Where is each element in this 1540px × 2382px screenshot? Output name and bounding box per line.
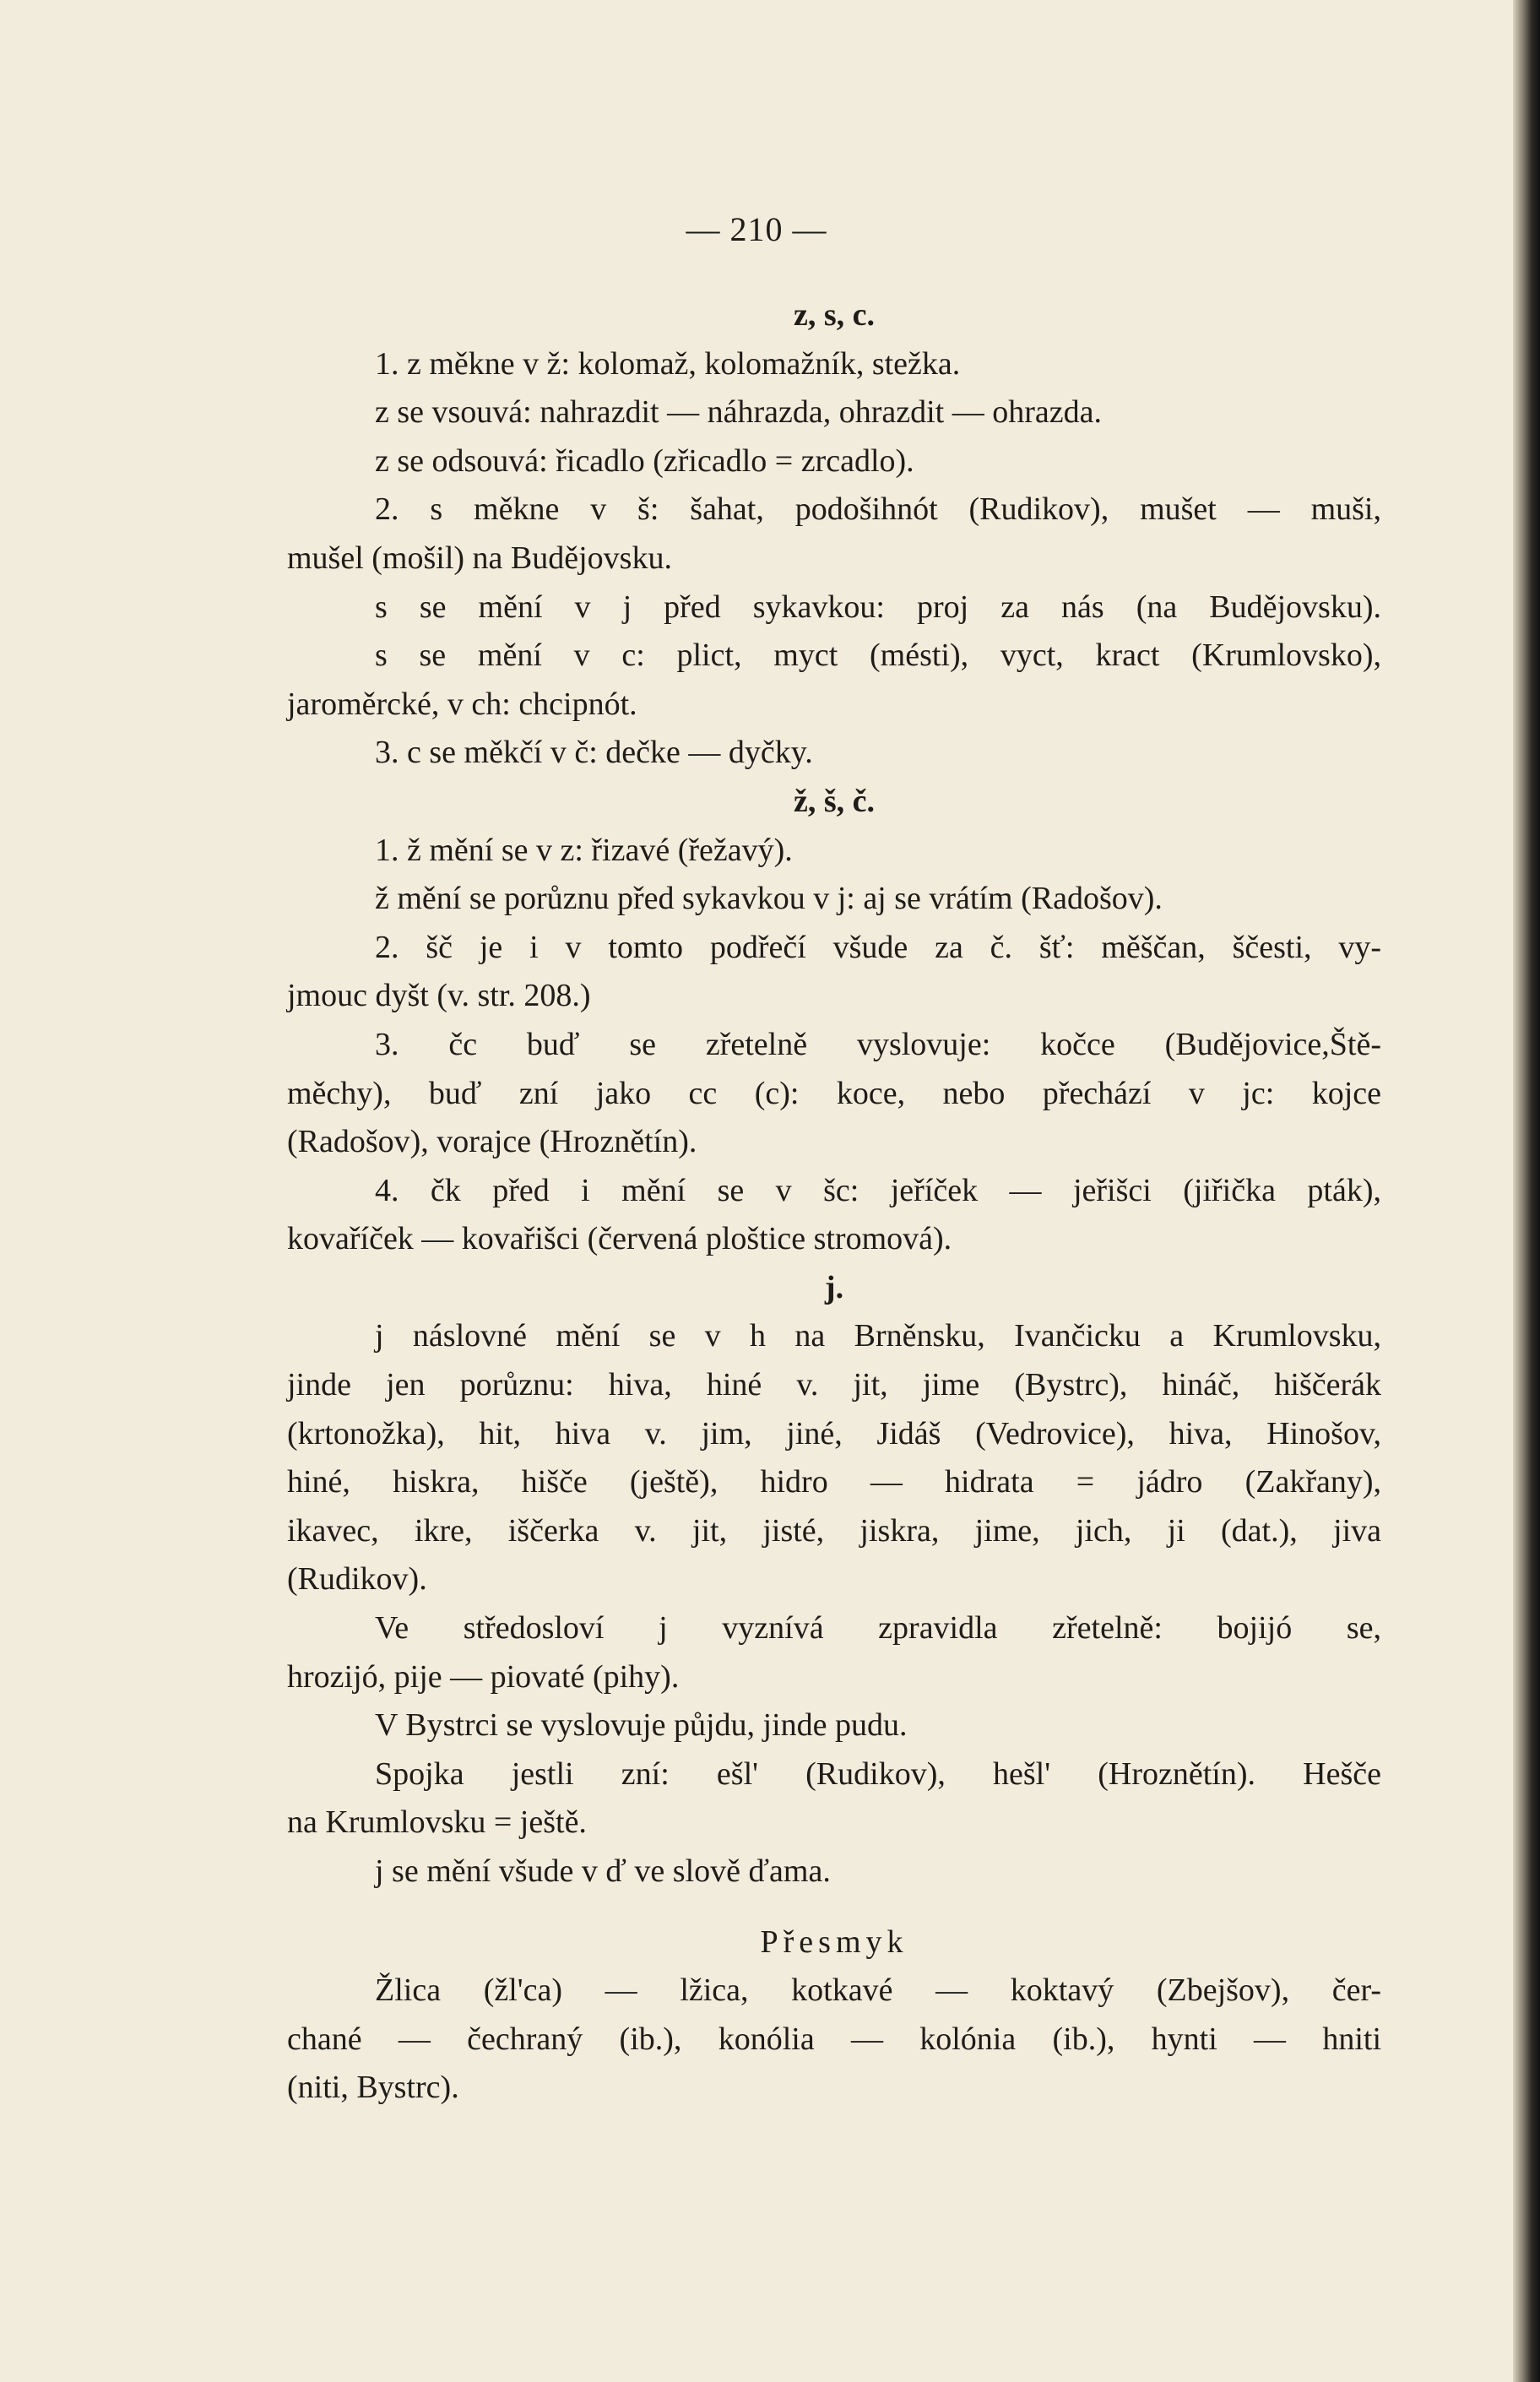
- book-spine-shadow: [1513, 0, 1540, 2382]
- text-line: jinde jen porůznu: hiva, hiné v. jit, jime (Bystrc), hináč, hiščerák: [287, 1367, 1381, 1403]
- text-line: mušel (mošil) na Budějovsku.: [287, 540, 672, 576]
- page-text: [287, 291, 1381, 2113]
- text-line: jmouc dyšt (v. str. 208.): [287, 978, 591, 1014]
- text-line: Spojka jestli zní: ešl' (Rudikov), hešl' (Hroznětín). Hešče: [375, 1755, 1381, 1792]
- text-line: z se vsouvá: nahrazdit — náhrazda, ohrazdit — ohrazda.: [375, 394, 1102, 431]
- text-line: z se odsouvá: řicadlo (zřicadlo = zrcadlo).: [375, 442, 914, 479]
- text-line: hrozijó, pije — piovaté (pihy).: [287, 1658, 680, 1695]
- text-line: ikavec, ikre, iščerka v. jit, jisté, jiskra, jime, jich, ji (dat.), jiva: [287, 1512, 1381, 1549]
- text-line: kovaříček — kovařišci (červená ploštice stromová).: [287, 1221, 952, 1257]
- text-line: V Bystrci se vyslovuje půjdu, jinde pudu.: [375, 1707, 908, 1744]
- text-line: j náslovné mění se v h na Brněnsku, Ivančicku a Krumlovsku,: [375, 1318, 1381, 1354]
- text-line: hiné, hiskra, hišče (ještě), hidro — hidrata = jádro (Zakřany),: [287, 1464, 1381, 1500]
- text-line: 3. c se měkčí v č: dečke — dyčky.: [375, 735, 813, 771]
- text-line: jaroměrcké, v ch: chcipnót.: [287, 686, 637, 722]
- text-line: chané — čechraný (ib.), konólia — kolónia (ib.), hynti — hniti: [287, 2021, 1381, 2057]
- text-line: ž mění se porůznu před sykavkou v j: aj se vrátím (Radošov).: [375, 881, 1163, 917]
- text-line: 1. ž mění se v z: řizavé (řežavý).: [375, 832, 793, 868]
- text-line: 4. čk před i mění se v šc: jeříček — jeřišci (jiřička pták),: [375, 1172, 1381, 1208]
- text-line: j se mění všude v ď ve slově ďama.: [375, 1853, 831, 1889]
- section-heading-j: j.: [824, 1269, 844, 1305]
- text-line: 1. z měkne v ž: kolomaž, kolomažník, stežka.: [375, 345, 961, 382]
- section-heading-zsc: z, s, c.: [793, 297, 876, 333]
- text-line: měchy), buď zní jako cc (c): koce, nebo přechází v jc: kojce: [287, 1075, 1381, 1111]
- text-line: Žlica (žl'ca) — lžica, kotkavé — koktavý (Zbejšov), čer-: [375, 1972, 1381, 2009]
- text-line: s se mění v j před sykavkou: proj za nás (na Budějovsku).: [375, 589, 1381, 625]
- text-line: (Rudikov).: [287, 1561, 427, 1598]
- text-line: (Radošov), vorajce (Hroznětín).: [287, 1124, 697, 1160]
- text-line: 2. s měkne v š: šahat, podošihnót (Rudikov), mušet — muši,: [375, 491, 1381, 528]
- text-line: 2. šč je i v tomto podřečí všude za č. šť: měščan, ščesti, vy-: [375, 929, 1381, 965]
- text-line: s se mění v c: plict, myct (mésti), vyct, kract (Krumlovsko),: [375, 638, 1381, 674]
- text-line: Ve středosloví j vyznívá zpravidla zřetelně: bojijó se,: [375, 1610, 1381, 1647]
- section-heading-zsc-caron: ž, š, č.: [793, 783, 876, 819]
- section-heading-presmyk: Přesmyk: [760, 1924, 908, 1960]
- text-line: na Krumlovsku = ještě.: [287, 1804, 587, 1841]
- text-line: (niti, Bystrc).: [287, 2070, 459, 2106]
- text-line: (krtonožka), hit, hiva v. jim, jiné, Jidáš (Vedrovice), hiva, Hinošov,: [287, 1415, 1381, 1451]
- page-number: — 210 —: [686, 210, 827, 248]
- text-line: 3. čc buď se zřetelně vyslovuje: kočce (Budějovice,Ště-: [375, 1026, 1381, 1062]
